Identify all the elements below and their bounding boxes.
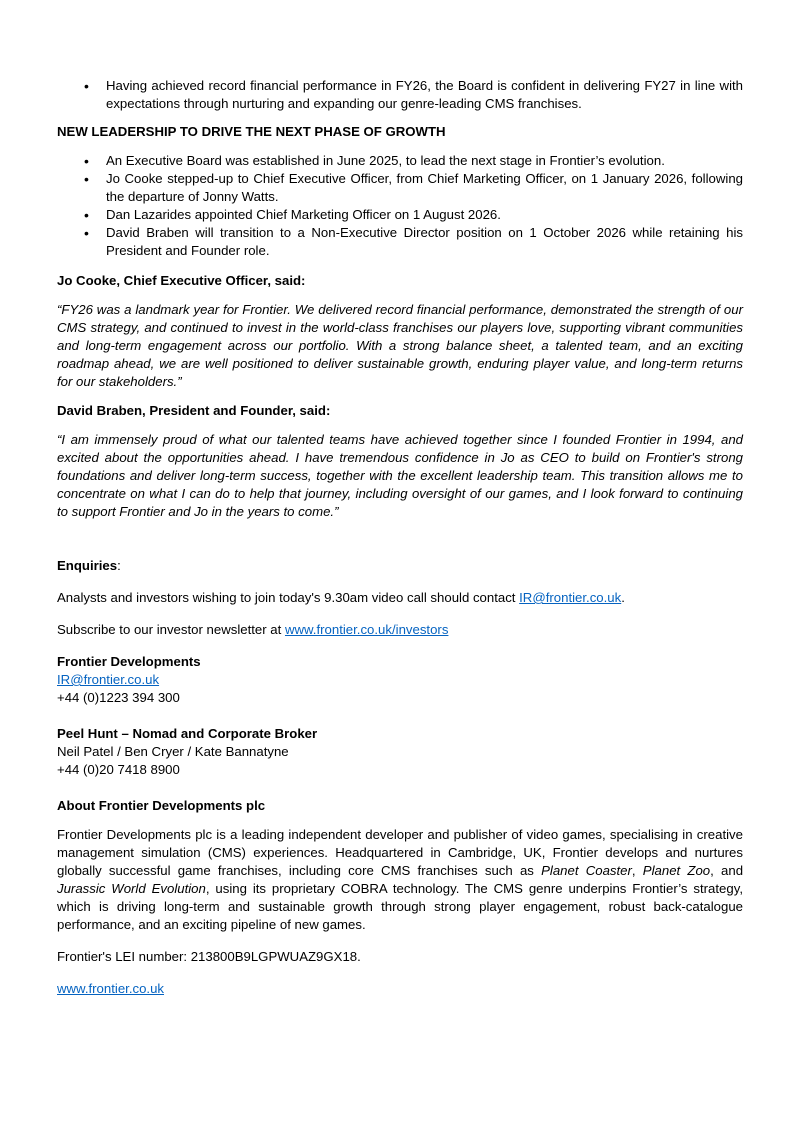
about-heading: About Frontier Developments plc bbox=[57, 798, 266, 813]
video-call-paragraph bbox=[57, 589, 743, 607]
contact-phone: +44 (0)1223 394 300 bbox=[57, 690, 180, 705]
about-text-part: Frontier Developments plc is a leading independent developer and publisher of video games, specialising in creative management simulation (CMS) experiences. Headquartered in Cambridge, UK, Frontier develops and nurtures globally successful game franchises, including core CMS franchises such as bbox=[57, 827, 743, 878]
spacer bbox=[57, 532, 743, 557]
enquiries-heading bbox=[57, 557, 743, 575]
about-separator: , bbox=[631, 863, 643, 878]
game-title: Planet Coaster bbox=[541, 863, 632, 878]
about-text-part: , using its proprietary COBRA technology. The CMS genre underpins Frontier’s strategy, which is driving long-term and sustainable growth through strong player engagement, robust back-catalogue performance, and an exciting pipeline of new games. bbox=[57, 881, 743, 932]
game-title: Jurassic World Evolution bbox=[57, 881, 206, 896]
outlook-bullet-list bbox=[57, 77, 743, 113]
contact-name: Frontier Developments bbox=[57, 654, 201, 669]
contact-name: Peel Hunt – Nomad and Corporate Broker bbox=[57, 726, 318, 741]
leadership-heading: NEW LEADERSHIP TO DRIVE THE NEXT PHASE OF GROWTH bbox=[57, 124, 446, 139]
newsletter-text: Subscribe to our investor newsletter at bbox=[57, 622, 285, 637]
contact-people: Neil Patel / Ben Cryer / Kate Bannatyne bbox=[57, 744, 289, 759]
bullet-item: • Jo Cooke stepped-up to Chief Executive Officer, from Chief Marketing Officer, on 1 January 2026, following the departure of Jonny Watts. bbox=[57, 170, 743, 206]
contact-email-link[interactable]: IR@frontier.co.uk bbox=[57, 672, 160, 687]
about-separator: , and bbox=[710, 863, 744, 878]
bullet-item: • Dan Lazarides appointed Chief Marketing Officer on 1 August 2026. bbox=[57, 206, 743, 224]
document-content bbox=[57, 77, 743, 998]
bullet-item: • An Executive Board was established in June 2025, to lead the next stage in Frontier’s evolution. bbox=[57, 152, 743, 170]
ceo-quote-text: “FY26 was a landmark year for Frontier. We delivered record financial performance, demonstrated the strength of our CMS strategy, and continued to invest in the world-class franchises our players love, supporting vibrant communities and long-term engagement across our portfolio. With a strong balance sheet, a talented team, and an exciting roadmap ahead, we are well positioned to deliver sustainable growth, enduring player value, and long-term returns for our stakeholders.” bbox=[57, 302, 743, 389]
game-title: Planet Zoo bbox=[642, 863, 711, 878]
founder-quote-text: “I am immensely proud of what our talented teams have achieved together since I founded Frontier in 1994, and excited about the opportunities ahead. I have tremendous confidence in Jo as CEO to build on Frontier's strong foundations and deliver long-term success, together with the excellent leadership team. This transition allows me to concentrate on what I can do to help that journey, including oversight of our games, and I look forward to continuing to support Frontier and Jo in the years to come.” bbox=[57, 432, 743, 519]
leadership-bullet-list bbox=[57, 152, 743, 260]
newsletter-paragraph bbox=[57, 621, 743, 639]
contact-phone: +44 (0)20 7418 8900 bbox=[57, 762, 180, 777]
bullet-item: • David Braben will transition to a Non-Executive Director position on 1 October 2026 while retaining his President and Founder role. bbox=[57, 224, 743, 260]
investors-link[interactable]: www.frontier.co.uk/investors bbox=[284, 622, 449, 637]
video-call-email-link[interactable]: IR@frontier.co.uk bbox=[519, 590, 622, 605]
enquiries-heading-label: Enquiries bbox=[57, 558, 118, 573]
bullet-item: • Having achieved record financial performance in FY26, the Board is confident in delivering FY27 in line with expectations through nurturing and expanding our genre-leading CMS franchises. bbox=[57, 77, 743, 113]
contact-frontier bbox=[57, 653, 743, 707]
video-call-end: . bbox=[621, 590, 625, 605]
contact-peel-hunt bbox=[57, 725, 743, 779]
lei-number: Frontier's LEI number: 213800B9LGPWUAZ9GX18. bbox=[57, 949, 361, 964]
video-call-text: Analysts and investors wishing to join today's 9.30am video call should contact bbox=[57, 590, 520, 605]
enquiries-heading-colon: : bbox=[117, 558, 121, 573]
about-paragraph bbox=[57, 826, 743, 934]
website-paragraph bbox=[57, 980, 743, 998]
founder-quote-speaker: David Braben, President and Founder, said: bbox=[57, 403, 331, 418]
website-link[interactable]: www.frontier.co.uk bbox=[57, 981, 165, 996]
ceo-quote-speaker: Jo Cooke, Chief Executive Officer, said: bbox=[57, 273, 306, 288]
